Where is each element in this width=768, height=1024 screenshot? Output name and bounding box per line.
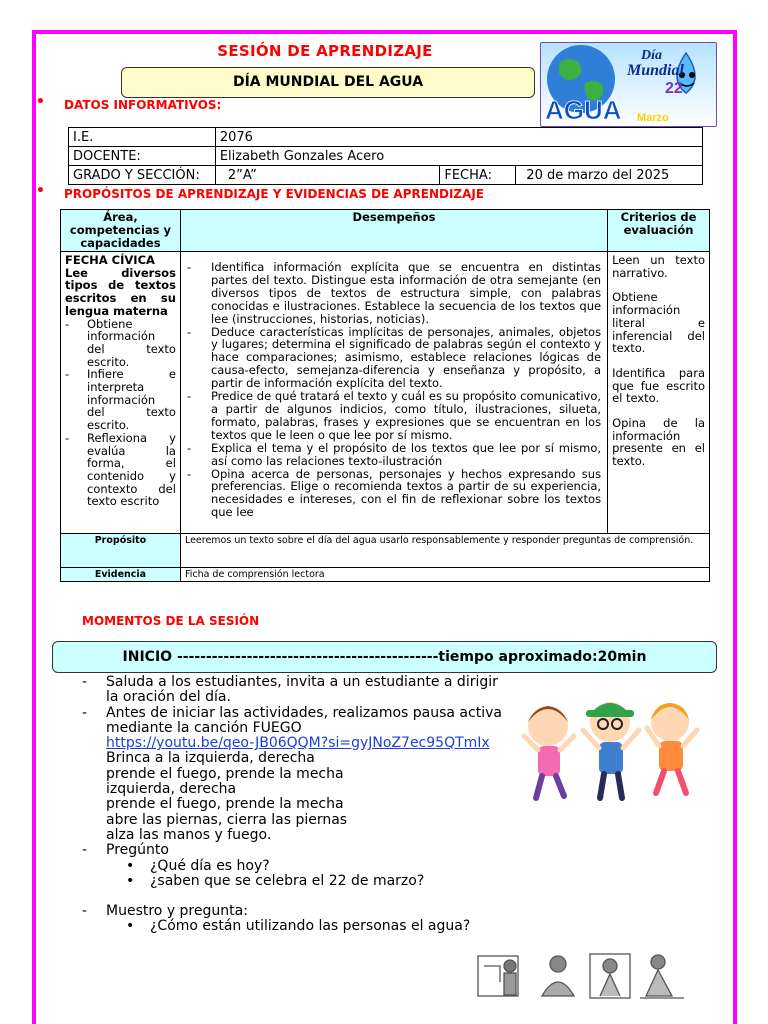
- criterio-item: Identifica para que fue escrito el texto.: [612, 365, 705, 406]
- water-day-poster: [540, 42, 717, 127]
- list-item: - Muestro y pregunta:: [82, 903, 248, 920]
- proposito-value: Leeremos un texto sobre el día del agua usarlo responsablemente y responder preguntas de comprensión.: [180, 534, 709, 568]
- bullet-marker: •: [36, 94, 45, 110]
- fecha-civica: FECHA CÍVICA: [65, 253, 155, 267]
- list-item: - Explica el tema y el propósito de los textos que lee por sí mismo, así como las relaciones texto-ilustración: [186, 440, 602, 468]
- header-criterios: Criterios de evaluación: [608, 210, 710, 252]
- list-item: - Antes de iniciar las actividades, realizamos pausa activa mediante la canción FUEGO https://youtu.be/qeo-JB06QQM?si=gyJNoZ7ec95QTmIx Brinca a la izquierda, derecha prende el fuego, prende la mecha izquierda, derecha prende el fuego, prende la mecha abre las piernas, cierra las piernas alza las manos y fuego.: [82, 704, 502, 843]
- fecha-value: 20 de marzo del 2025: [516, 166, 703, 185]
- list-item: - Deduce características implícitas de personajes, animales, objetos y lugares; determina el significado de palabras según el contexto y hace comparaciones; asimismo, establece relaciones lógicas de causa-efecto, semejanza-diferencia y enseñanza y propósito, a partir de información explícita del texto.: [186, 324, 602, 391]
- topic-banner: DÍA MUNDIAL DEL AGUA: [121, 67, 535, 98]
- capacidades-list: [65, 318, 176, 509]
- proposito-label: Propósito: [61, 534, 181, 568]
- docente-value: Elizabeth Gonzales Acero: [215, 147, 702, 166]
- section-datos: DATOS INFORMATIVOS:: [64, 98, 222, 112]
- bullet-marker: •: [36, 183, 45, 199]
- section-propositos: PROPÓSITOS DE APRENDIZAJE Y EVIDENCIAS DE APRENDIZAJE: [64, 187, 485, 201]
- criterios-cell: [608, 252, 710, 534]
- question-item: • ¿Cómo están utilizando las personas el agua?: [126, 918, 471, 935]
- desempenos-cell: [180, 252, 607, 534]
- list-item: - Infiere e interpreta información del texto escrito.: [65, 367, 176, 433]
- poster-dia: Día: [641, 48, 662, 63]
- inicio-steps: [82, 675, 512, 935]
- list-item: - Saluda a los estudiantes, invita a un estudiante a dirigir la oración del día.: [82, 674, 498, 706]
- list-item: - Reflexiona y evalúa la forma, el contenido y contexto del texto escrito: [65, 430, 176, 509]
- list-item: - Obtiene información del texto escrito.: [65, 316, 176, 369]
- kids-jumping-illustration: [520, 688, 712, 814]
- fecha-label: FECHA:: [440, 166, 516, 185]
- info-table: [68, 127, 703, 185]
- competencia: Lee diversos tipos de textos escritos en su lengua materna: [65, 265, 176, 318]
- poster-month: Marzo: [637, 112, 669, 124]
- evidencia-label: Evidencia: [61, 568, 181, 582]
- section-momentos: MOMENTOS DE LA SESIÓN: [82, 614, 260, 628]
- list-item: - Pregúnto: [82, 842, 169, 859]
- header-area: Área, competencias y capacidades: [61, 210, 181, 252]
- desempenos-list: [187, 261, 601, 519]
- criterio-item: Leen un texto narrativo.: [612, 253, 705, 280]
- poster-agua: AGUA: [545, 95, 622, 125]
- poster-mundial: Mundial: [627, 62, 684, 79]
- criterio-item: Opina de la información presente en el texto.: [612, 416, 705, 469]
- water-use-illustrations: [470, 946, 690, 1004]
- docente-label: DOCENTE:: [69, 147, 216, 166]
- ie-label: I.E.: [69, 128, 216, 147]
- question-item: • ¿Qué día es hoy?: [126, 857, 270, 874]
- grado-label: GRADO Y SECCIÓN:: [69, 166, 216, 185]
- list-item: - Identifica información explícita que se encuentra en distintas partes del texto. Distingue esta información de otra semejante (en diversos tipos de textos de estructura simple, con palabras conocidas e ilustraciones. Establece la secuencia de los textos que lee (instrucciones, historias, noticias).: [186, 260, 602, 326]
- learning-table: [60, 209, 710, 582]
- area-cell: [61, 252, 181, 534]
- song-link[interactable]: https://youtu.be/qeo-JB06QQM?si=gyJNoZ7ec95QTmIx: [106, 735, 490, 752]
- ie-value: 2076: [215, 128, 702, 147]
- evidencia-value: Ficha de comprensión lectora: [180, 568, 709, 582]
- page-title: SESIÓN DE APRENDIZAJE: [217, 42, 433, 60]
- list-item: - Predice de qué tratará el texto y cuál es su propósito comunicativo, a partir de algunos indicios, como título, ilustraciones, silueta, formato, palabras, frases y expresiones que se encuentran en los textos que le leen o que lee por sí mismo.: [186, 389, 602, 442]
- list-item: - Opina acerca de personas, personajes y hechos expresando sus preferencias. Elige o recomienda textos a partir de su experiencia, necesidades e intereses, con el fin de reflexionar sobre los textos que lee: [186, 466, 602, 520]
- grado-value: 2”A”: [215, 166, 440, 185]
- inicio-bar: INICIO ---------------------------------------------tiempo aproximado:20min: [52, 641, 717, 673]
- poster-number: 22: [665, 80, 683, 97]
- header-desempenos: Desempeños: [180, 210, 607, 252]
- question-item: • ¿saben que se celebra el 22 de marzo?: [126, 872, 425, 889]
- criterio-item: Obtiene información literal e inferencial del texto.: [612, 290, 705, 356]
